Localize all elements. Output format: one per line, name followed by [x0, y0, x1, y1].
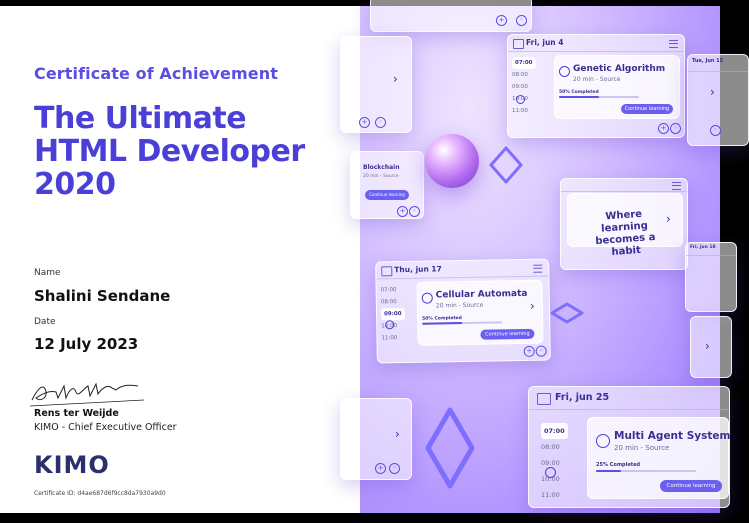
certificate-text-panel: [0, 6, 360, 513]
time-slots: 07:00 08:00 09:00 10:00 11:00: [381, 284, 406, 344]
card-date: Fri, jun 4: [526, 38, 564, 47]
progress-label: 50% Completed: [422, 316, 462, 322]
card-date: Thu, jun 17: [394, 264, 442, 275]
tagline-panel: [567, 193, 683, 258]
chevron-right-icon: ›: [705, 339, 710, 353]
card-date: Fri, jun 25: [555, 392, 610, 403]
timer-icon: [596, 434, 610, 448]
card-header: [686, 243, 736, 256]
large-diamond-shape-icon: [424, 406, 476, 490]
course-meta: 20 min - Source: [363, 174, 399, 179]
name-label: Name: [34, 268, 61, 278]
habit-card: [560, 178, 688, 270]
progress-fill: [559, 96, 599, 98]
course-meta: 20 min - Source: [573, 76, 621, 83]
date-label: Date: [34, 317, 56, 327]
progress-bar: [559, 96, 639, 98]
plus-icon: +: [496, 15, 507, 26]
card-header: [508, 35, 684, 52]
time-slots: 07:00 08:00 09:00 10:00 11:00: [541, 423, 568, 503]
progress-label: 25% Completed: [596, 462, 641, 468]
schedule-card-small-2: [685, 242, 737, 312]
course-title: Blockchain: [363, 164, 400, 171]
progress-fill: [422, 322, 462, 325]
progress-fill: [596, 470, 621, 472]
recipient-name: Shalini Sendane: [34, 287, 171, 305]
card-header: [376, 260, 548, 280]
certificate-id: Certificate ID: d4ae687d6f9cc8da7930a9d0: [34, 490, 166, 497]
chevron-right-icon: ›: [529, 298, 535, 313]
decorative-artwork: [360, 6, 731, 513]
course-title: Cellular Automata: [435, 288, 528, 301]
left-bottom-partial-card: [340, 398, 412, 480]
course-title: Genetic Algorithm: [573, 64, 666, 74]
user-icon: ◦: [375, 117, 386, 128]
course-card: [554, 55, 680, 119]
progress-bar: [422, 321, 502, 324]
time-slots: 07:00 08:00 09:00 10:00 11:00: [512, 57, 536, 117]
course-card: [587, 417, 729, 499]
blockchain-card: [350, 151, 424, 219]
user-icon: ◦: [536, 346, 547, 357]
schedule-card-small: [687, 54, 749, 146]
radio-icon: [545, 467, 556, 478]
user-icon: ◦: [670, 123, 681, 134]
schedule-card-cellular-automata: [375, 258, 551, 363]
calendar-icon: [513, 39, 524, 49]
plus-icon: +: [397, 206, 408, 217]
signer-name: Rens ter Weijde: [34, 408, 119, 419]
course-meta: 20 min - Source: [435, 301, 484, 310]
user-icon: ◦: [389, 463, 400, 474]
user-icon: ◦: [409, 206, 420, 217]
timer-icon: [559, 66, 570, 77]
chevron-right-icon: ›: [666, 212, 671, 226]
continue-learning-button: Continue learning: [480, 329, 534, 340]
plus-icon: +: [524, 346, 535, 357]
continue-learning-button: Continue learning: [365, 190, 409, 200]
plus-icon: +: [658, 123, 669, 134]
issue-date: 12 July 2023: [34, 335, 139, 353]
chevron-right-icon: ›: [395, 427, 400, 441]
progress-label: 50% Completed: [559, 90, 599, 95]
card-date: Fri, jun 18: [690, 245, 716, 250]
user-icon: ◦: [710, 125, 721, 136]
card-header: [688, 55, 748, 72]
continue-learning-button: Continue learning: [621, 104, 673, 114]
menu-icon: [533, 265, 542, 273]
certificate-label: Certificate of Achievement: [34, 64, 278, 83]
course-meta: 20 min - Source: [614, 444, 670, 452]
chevron-shape-icon: [488, 146, 524, 184]
progress-bar: [596, 470, 696, 472]
radio-icon: [516, 95, 525, 104]
card-header: [529, 387, 729, 410]
signer-role: KIMO - Chief Executive Officer: [34, 422, 177, 433]
timer-icon: [422, 293, 433, 304]
kimo-logo: KIMO: [34, 451, 110, 479]
menu-icon: [672, 182, 681, 190]
schedule-card-multi-agent-system: [528, 386, 730, 508]
calendar-icon: [381, 266, 392, 276]
course-title: The Ultimate HTML Developer 2020: [34, 101, 305, 202]
signature-image: [28, 370, 148, 410]
certificate-page: [0, 6, 731, 513]
calendar-icon: [537, 393, 551, 405]
card-date: Tue, Jun 15: [692, 58, 724, 64]
chevron-right-icon: ›: [710, 85, 715, 99]
course-title: Multi Agent System: [614, 430, 731, 442]
schedule-card-genetic-algorithm: [507, 34, 685, 138]
tagline: Where learning becomes a habit: [595, 208, 656, 258]
user-icon: ◦: [516, 15, 527, 26]
plus-icon: +: [375, 463, 386, 474]
card-header: [561, 179, 687, 192]
radio-icon: [385, 320, 394, 329]
continue-learning-button: Continue learning: [660, 480, 722, 492]
right-partial-card: [690, 316, 732, 378]
course-card: [416, 280, 543, 346]
plus-icon: +: [359, 117, 370, 128]
left-partial-card: [340, 36, 412, 133]
menu-icon: [669, 40, 678, 48]
glass-sphere: [425, 134, 479, 188]
chevron-right-icon: ›: [393, 72, 398, 86]
diamond-shape-icon: [550, 302, 584, 324]
top-partial-card: [370, 0, 532, 32]
